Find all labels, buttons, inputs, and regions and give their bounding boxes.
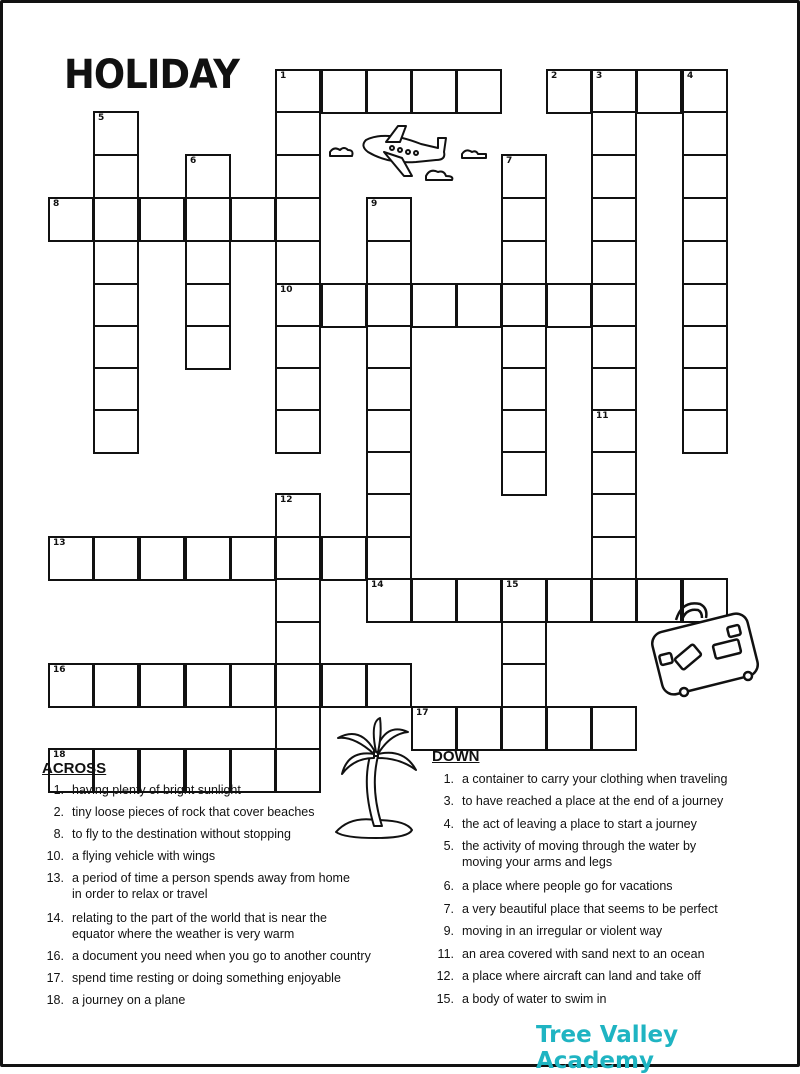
clue-number-label: 10. [46, 849, 64, 863]
grid-cell[interactable] [682, 197, 728, 242]
grid-cell[interactable] [185, 663, 231, 708]
grid-cell[interactable] [366, 325, 412, 370]
grid-cell[interactable] [48, 197, 94, 242]
clue-number: 4 [687, 71, 694, 81]
grid-cell[interactable] [321, 536, 367, 581]
grid-cell[interactable] [275, 240, 321, 285]
grid-cell[interactable] [93, 197, 139, 242]
grid-cell[interactable] [591, 409, 637, 454]
clue-text: a flying vehicle with wings [72, 849, 216, 863]
grid-cell[interactable] [546, 578, 592, 623]
clue-number-label: 16. [46, 949, 64, 963]
grid-cell[interactable] [591, 536, 637, 581]
down-heading: DOWN [432, 748, 480, 765]
grid-cell[interactable] [591, 706, 637, 751]
grid-cell[interactable] [591, 69, 637, 114]
clue-number: 7 [506, 156, 513, 166]
grid-cell[interactable] [185, 536, 231, 581]
grid-cell[interactable] [682, 367, 728, 412]
grid-cell[interactable] [275, 493, 321, 538]
clue-text: a very beautiful place that seems to be perfect [462, 902, 718, 916]
grid-cell[interactable] [275, 283, 321, 328]
grid-cell[interactable] [321, 69, 367, 114]
clue-number: 13 [53, 538, 66, 548]
grid-cell[interactable] [275, 578, 321, 623]
clue-text: a body of water to swim in [462, 992, 607, 1006]
grid-cell[interactable] [456, 706, 502, 751]
grid-cell[interactable] [411, 578, 457, 623]
grid-cell[interactable] [48, 663, 94, 708]
clue-text: a container to carry your clothing when traveling [462, 772, 728, 786]
clue-number-label: 15. [436, 992, 454, 1006]
grid-cell[interactable] [275, 154, 321, 199]
clue-number: 8 [53, 199, 60, 209]
grid-cell[interactable] [139, 197, 185, 242]
grid-cell[interactable] [366, 536, 412, 581]
grid-cell[interactable] [501, 409, 547, 454]
grid-cell[interactable] [275, 367, 321, 412]
grid-cell[interactable] [275, 706, 321, 751]
clue-number: 5 [98, 113, 105, 123]
grid-cell[interactable] [366, 409, 412, 454]
grid-cell[interactable] [185, 325, 231, 370]
clue-number-label: 1. [53, 783, 64, 797]
grid-cell[interactable] [93, 536, 139, 581]
clue-number-label: 2. [53, 805, 64, 819]
clue-number: 6 [190, 156, 197, 166]
clue-text: spend time resting or doing something enjoyable [72, 971, 341, 985]
grid-cell[interactable] [682, 325, 728, 370]
grid-cell[interactable] [93, 663, 139, 708]
grid-cell[interactable] [275, 111, 321, 156]
grid-cell[interactable] [275, 536, 321, 581]
clue-number-label: 1. [443, 772, 454, 786]
grid-cell[interactable] [501, 451, 547, 496]
clue-text: relating to the part of the world that is near the equator where the weather is very warm [72, 911, 328, 941]
grid-cell[interactable] [366, 578, 412, 623]
clue-text: an area covered with sand next to an ocean [462, 947, 705, 961]
clue-number: 10 [280, 285, 293, 295]
grid-cell[interactable] [591, 367, 637, 412]
grid-cell[interactable] [366, 663, 412, 708]
suitcase-illustration [648, 596, 766, 700]
grid-cell[interactable] [366, 451, 412, 496]
across-heading: ACROSS [42, 760, 107, 777]
grid-cell[interactable] [366, 367, 412, 412]
grid-cell[interactable] [93, 325, 139, 370]
grid-cell[interactable] [501, 283, 547, 328]
clue-number: 18 [53, 750, 66, 760]
grid-cell[interactable] [591, 578, 637, 623]
grid-cell[interactable] [591, 283, 637, 328]
clue-text: a place where people go for vacations [462, 879, 673, 893]
grid-cell[interactable] [501, 621, 547, 666]
grid-cell[interactable] [501, 325, 547, 370]
clue-number: 1 [280, 71, 287, 81]
clue-number: 15 [506, 580, 519, 590]
grid-cell[interactable] [501, 154, 547, 199]
grid-cell[interactable] [591, 493, 637, 538]
grid-cell[interactable] [275, 663, 321, 708]
grid-cell[interactable] [275, 197, 321, 242]
clue-text: to fly to the destination without stopping [72, 827, 291, 841]
grid-cell[interactable] [93, 240, 139, 285]
grid-cell[interactable] [682, 283, 728, 328]
grid-cell[interactable] [321, 663, 367, 708]
clue-number-label: 7. [443, 902, 454, 916]
clue-number-label: 17. [46, 971, 64, 985]
grid-cell[interactable] [93, 154, 139, 199]
clue-number: 11 [596, 411, 609, 421]
airplane-illustration [326, 118, 496, 188]
clue-text: a document you need when you go to another country [72, 949, 371, 963]
grid-cell[interactable] [591, 111, 637, 156]
clue-number: 14 [371, 580, 384, 590]
grid-cell[interactable] [366, 240, 412, 285]
clue-text: having plenty of bright sunlight [72, 783, 241, 797]
clue-number-label: 13. [46, 871, 64, 885]
clue-text: tiny loose pieces of rock that cover beaches [72, 805, 315, 819]
clue-number: 17 [416, 708, 429, 718]
grid-cell[interactable] [501, 240, 547, 285]
grid-cell[interactable] [682, 69, 728, 114]
grid-cell[interactable] [501, 578, 547, 623]
grid-cell[interactable] [366, 69, 412, 114]
grid-cell[interactable] [366, 493, 412, 538]
grid-cell[interactable] [636, 69, 682, 114]
clue-text: the activity of moving through the water by moving your arms and legs [462, 839, 697, 869]
grid-cell[interactable] [93, 283, 139, 328]
clue-text: the act of leaving a place to start a journey [462, 817, 697, 831]
grid-cell[interactable] [275, 69, 321, 114]
grid-cell[interactable] [591, 154, 637, 199]
grid-cell[interactable] [93, 111, 139, 156]
grid-cell[interactable] [682, 409, 728, 454]
grid-cell[interactable] [456, 283, 502, 328]
clue-number: 12 [280, 495, 293, 505]
brand-name: Tree Valley Academy [536, 1022, 679, 1074]
grid-cell[interactable] [185, 197, 231, 242]
grid-cell[interactable] [591, 325, 637, 370]
grid-cell[interactable] [501, 663, 547, 708]
grid-cell[interactable] [230, 197, 276, 242]
clue-number-label: 11. [437, 947, 454, 961]
grid-cell[interactable] [546, 706, 592, 751]
grid-cell[interactable] [591, 451, 637, 496]
clue-text: a journey on a plane [72, 993, 186, 1007]
clue-text: a period of time a person spends away from home in order to relax or travel [72, 871, 350, 901]
grid-cell[interactable] [185, 154, 231, 199]
grid-cell[interactable] [185, 240, 231, 285]
grid-cell[interactable] [139, 536, 185, 581]
clue-number: 2 [551, 71, 558, 81]
grid-cell[interactable] [456, 69, 502, 114]
grid-cell[interactable] [591, 240, 637, 285]
grid-cell[interactable] [456, 578, 502, 623]
clue-text: a place where aircraft can land and take off [462, 969, 701, 983]
clue-number-label: 8. [53, 827, 64, 841]
clue-number: 16 [53, 665, 66, 675]
grid-cell[interactable] [230, 663, 276, 708]
grid-cell[interactable] [366, 197, 412, 242]
grid-cell[interactable] [93, 367, 139, 412]
grid-cell[interactable] [501, 197, 547, 242]
grid-cell[interactable] [139, 663, 185, 708]
clue-text: to have reached a place at the end of a journey [462, 794, 724, 808]
grid-cell[interactable] [48, 536, 94, 581]
grid-cell[interactable] [321, 283, 367, 328]
clue-number-label: 4. [443, 817, 454, 831]
clue-number-label: 9. [443, 924, 454, 938]
grid-cell[interactable] [682, 240, 728, 285]
grid-cell[interactable] [275, 325, 321, 370]
grid-cell[interactable] [682, 111, 728, 156]
grid-cell[interactable] [93, 409, 139, 454]
grid-cell[interactable] [591, 197, 637, 242]
clue-number-label: 12. [436, 969, 454, 983]
clue-number: 9 [371, 199, 378, 209]
clue-number-label: 14. [46, 911, 64, 925]
grid-cell[interactable] [546, 69, 592, 114]
grid-cell[interactable] [366, 283, 412, 328]
grid-cell[interactable] [275, 409, 321, 454]
grid-cell[interactable] [411, 283, 457, 328]
grid-cell[interactable] [501, 706, 547, 751]
grid-cell[interactable] [501, 367, 547, 412]
grid-cell[interactable] [682, 154, 728, 199]
grid-cell[interactable] [411, 69, 457, 114]
clue-number: 3 [596, 71, 603, 81]
clue-number-label: 3. [443, 794, 454, 808]
grid-cell[interactable] [185, 283, 231, 328]
grid-cell[interactable] [230, 536, 276, 581]
clue-number-label: 18. [46, 993, 64, 1007]
grid-cell[interactable] [546, 283, 592, 328]
palm-tree-illustration [330, 716, 422, 844]
clue-number-label: 5. [443, 839, 454, 853]
clue-number-label: 6. [443, 879, 454, 893]
clue-text: moving in an irregular or violent way [462, 924, 663, 938]
page-title: HOLIDAY [64, 52, 239, 98]
grid-cell[interactable] [275, 621, 321, 666]
